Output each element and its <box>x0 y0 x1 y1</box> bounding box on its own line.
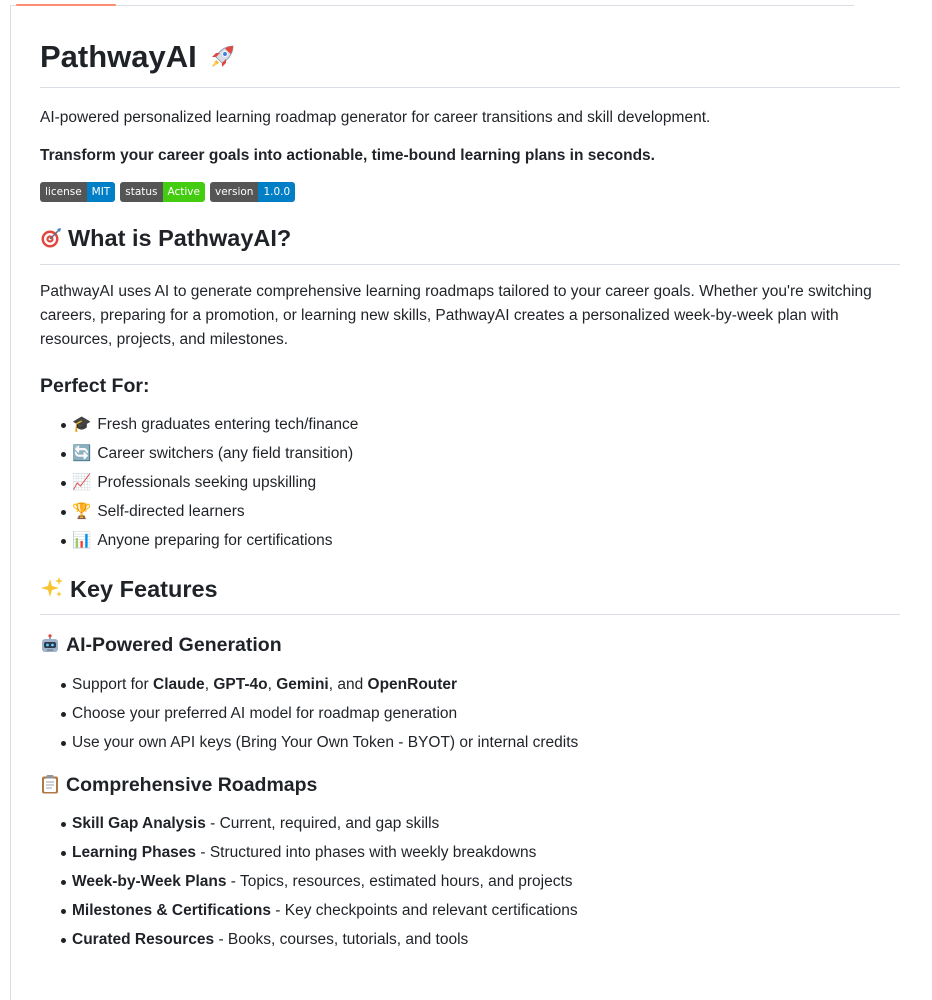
cycle-arrows-icon: 🔄 <box>72 444 92 462</box>
feature-term: Skill Gap Analysis <box>72 815 206 833</box>
list-item <box>40 673 900 697</box>
subsection-heading-text: AI-Powered Generation <box>66 634 282 657</box>
graduation-cap-icon: 🎓 <box>72 415 92 433</box>
feature-description: - Current, required, and gap skills <box>205 815 440 833</box>
list-item <box>40 841 900 865</box>
list-item <box>40 442 900 466</box>
top-tab-rule <box>0 0 932 6</box>
list-item <box>40 812 900 836</box>
model-name: GPT-4o <box>213 675 268 693</box>
separator: , and <box>328 675 368 693</box>
list-item: Choose your preferred AI model for roadmap generation <box>40 702 900 726</box>
target-icon <box>40 227 62 249</box>
project-description: AI-powered personalized learning roadmap generator for career transitions and skill development. <box>40 109 711 127</box>
list-item <box>40 529 900 553</box>
model-name: Gemini <box>276 675 329 693</box>
list-item <box>40 870 900 894</box>
subsection-heading-roadmaps <box>40 773 900 797</box>
list-item-text: Self-directed learners <box>97 502 245 520</box>
license-badge[interactable] <box>40 182 115 202</box>
subsection-heading-text: Comprehensive Roadmaps <box>66 773 318 796</box>
list-item <box>40 500 900 524</box>
list-item <box>40 928 900 952</box>
list-item-text: Fresh graduates entering tech/finance <box>97 415 359 433</box>
list-item-text: Career switchers (any field transition) <box>97 444 354 462</box>
badge-value: Active <box>163 182 205 202</box>
feature-description: - Books, courses, tutorials, and tools <box>214 931 469 949</box>
list-item-text: Professionals seeking upskilling <box>97 473 317 491</box>
model-name: Claude <box>153 675 205 693</box>
badge-label: status <box>120 182 162 202</box>
feature-description: - Key checkpoints and relevant certifications <box>270 902 578 920</box>
badge-row <box>40 182 900 202</box>
status-badge[interactable] <box>120 182 205 202</box>
list-item <box>40 899 900 923</box>
rocket-icon <box>209 44 235 70</box>
separator: , <box>267 675 277 693</box>
section-heading-what-is <box>40 224 900 264</box>
active-tab-indicator <box>16 4 116 6</box>
chart-increasing-icon: 📈 <box>72 473 92 491</box>
feature-term: Learning Phases <box>72 844 197 862</box>
list-item: Use your own API keys (Bring Your Own Token - BYOT) or internal credits <box>40 731 900 755</box>
roadmaps-list <box>40 812 900 952</box>
section-heading-perfect-for: Perfect For: <box>40 374 150 397</box>
sparkles-icon <box>40 576 64 600</box>
panel-border <box>10 5 11 1000</box>
badge-value: MIT <box>87 182 116 202</box>
page-title <box>40 38 900 88</box>
trophy-icon: 🏆 <box>72 502 92 520</box>
badge-value: 1.0.0 <box>258 182 295 202</box>
list-item-text: Support for <box>72 675 153 693</box>
feature-term: Curated Resources <box>72 931 215 949</box>
feature-term: Week-by-Week Plans <box>72 873 227 891</box>
clipboard-icon <box>40 774 60 794</box>
badge-label: version <box>210 182 258 202</box>
feature-description: - Structured into phases with weekly breakdowns <box>196 844 537 862</box>
perfect-for-list <box>40 413 900 553</box>
project-tagline: Transform your career goals into actionable, time-bound learning plans in seconds. <box>40 147 655 165</box>
section-heading-key-features <box>40 575 900 615</box>
section-heading-text: Key Features <box>70 575 218 602</box>
readme-content <box>40 38 900 966</box>
ai-generation-list <box>40 673 900 755</box>
divider <box>10 5 854 6</box>
separator: , <box>204 675 214 693</box>
feature-term: Milestones & Certifications <box>72 902 271 920</box>
page-title-text: PathwayAI <box>40 39 197 74</box>
list-item <box>40 413 900 437</box>
section-heading-text: What is PathwayAI? <box>68 225 292 252</box>
robot-icon <box>40 634 60 654</box>
version-badge[interactable] <box>210 182 295 202</box>
subsection-heading-ai-generation <box>40 633 900 657</box>
feature-description: - Topics, resources, estimated hours, and projects <box>226 873 573 891</box>
model-name: OpenRouter <box>367 675 458 693</box>
list-item <box>40 471 900 495</box>
what-is-paragraph: PathwayAI uses AI to generate comprehensive learning roadmaps tailored to your career goals. Whether you're switching careers, preparing for a promotion, or learning new skills, PathwayAI creates a personalized week-by-week plan with resources, projects, and milestones. <box>40 282 872 348</box>
badge-label: license <box>40 182 87 202</box>
list-item-text: Anyone preparing for certifications <box>97 531 333 549</box>
bar-chart-icon: 📊 <box>72 531 92 549</box>
